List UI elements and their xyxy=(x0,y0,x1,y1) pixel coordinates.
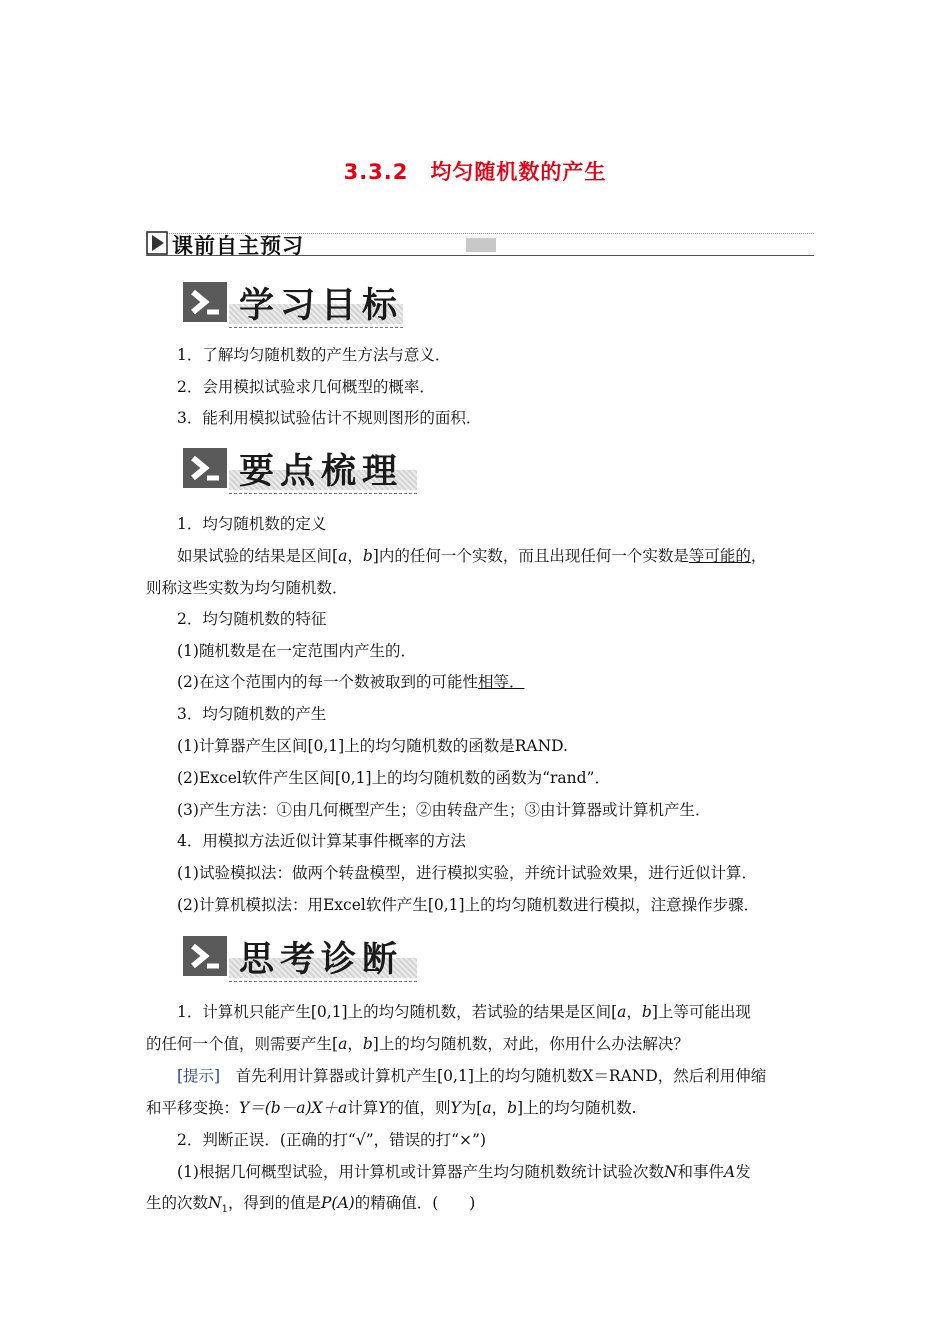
question-2-item-1: 生的次数$N_1$，得到的值是P(A)的精确值．( ) xyxy=(146,1194,476,1216)
section-number: 3.3.2 xyxy=(343,160,409,184)
keypoint-heading: 1．均匀随机数的定义 xyxy=(177,515,327,533)
definition-line: 如果试验的结果是区间[a，b]内的任何一个实数，而且出现任何一个实数是等可能的， xyxy=(177,547,767,565)
band-grey-block xyxy=(466,238,496,252)
section-heading-goals xyxy=(183,276,403,328)
keypoint-heading: 3．均匀随机数的产生 xyxy=(177,705,327,723)
band-label: 课前自主预习 xyxy=(172,234,304,258)
goal-item: 3．能利用模拟试验估计不规则图形的面积． xyxy=(177,409,482,427)
method-item: (2)计算机模拟法：用Excel软件产生[0,1]上的均匀随机数进行模拟，注意操作步骤． xyxy=(177,896,760,914)
generation-item: (2)Excel软件产生区间[0,1]上的均匀随机数的函数为“rand”． xyxy=(177,769,610,787)
generation-item: (1)计算器产生区间[0,1]上的均匀随机数的函数是RAND. xyxy=(177,737,568,755)
keypoint-heading: 2．均匀随机数的特征 xyxy=(177,610,327,628)
section-title: 要点梳理 xyxy=(239,452,404,492)
chevron-arrow-icon xyxy=(183,936,227,976)
hint-tag: [提示] xyxy=(177,1067,221,1085)
play-arrow-icon xyxy=(146,231,168,255)
chevron-arrow-icon xyxy=(183,282,227,322)
chevron-arrow-icon xyxy=(183,448,227,488)
question-2: 2．判断正误．(正确的打“√”，错误的打“×”) xyxy=(177,1131,487,1149)
section-title: 学习目标 xyxy=(239,286,404,326)
goal-item: 2．会用模拟试验求几何概型的概率． xyxy=(177,378,435,396)
definition-line: 则称这些实数为均匀随机数． xyxy=(146,579,348,597)
page-title xyxy=(0,156,950,186)
keypoint-heading: 4．用模拟方法近似计算某事件概率的方法 xyxy=(177,832,466,850)
section-heading-keypoints xyxy=(183,442,417,494)
feature-item: (2)在这个范围内的每一个数被取到的可能性相等． xyxy=(177,673,525,691)
hint-line: [提示] 首先利用计算器或计算机产生[0,1]上的均匀随机数X＝RAND，然后利用伸缩 xyxy=(177,1067,767,1085)
question-1-line: 1．计算机只能产生[0,1]上的均匀随机数，若试验的结果是区间[a，b]上等可能出现 xyxy=(177,1003,751,1021)
generation-item: (3)产生方法：①由几何概型产生；②由转盘产生；③由计算器或计算机产生． xyxy=(177,801,711,819)
question-2-item-1: (1)根据几何概型试验，用计算机或计算器产生均匀随机数统计试验次数N和事件A发 xyxy=(177,1163,751,1181)
method-item: (1)试验模拟法：做两个转盘模型，进行模拟实验，并统计试验效果，进行近似计算． xyxy=(177,864,757,882)
preview-band xyxy=(146,228,814,258)
section-heading-think xyxy=(183,930,417,982)
goal-item: 1．了解均匀随机数的产生方法与意义． xyxy=(177,346,451,364)
hint-line: 和平移变换：Y＝(b－a)X＋a计算Y的值，则Y为[a，b]上的均匀随机数. xyxy=(146,1099,637,1117)
question-1-line: 的任何一个值，则需要产生[a，b]上的均匀随机数，对此，你用什么办法解决？ xyxy=(146,1035,689,1053)
title-text: 均匀随机数的产生 xyxy=(430,160,607,184)
section-title: 思考诊断 xyxy=(239,940,404,980)
feature-item: (1)随机数是在一定范围内产生的． xyxy=(177,642,416,660)
